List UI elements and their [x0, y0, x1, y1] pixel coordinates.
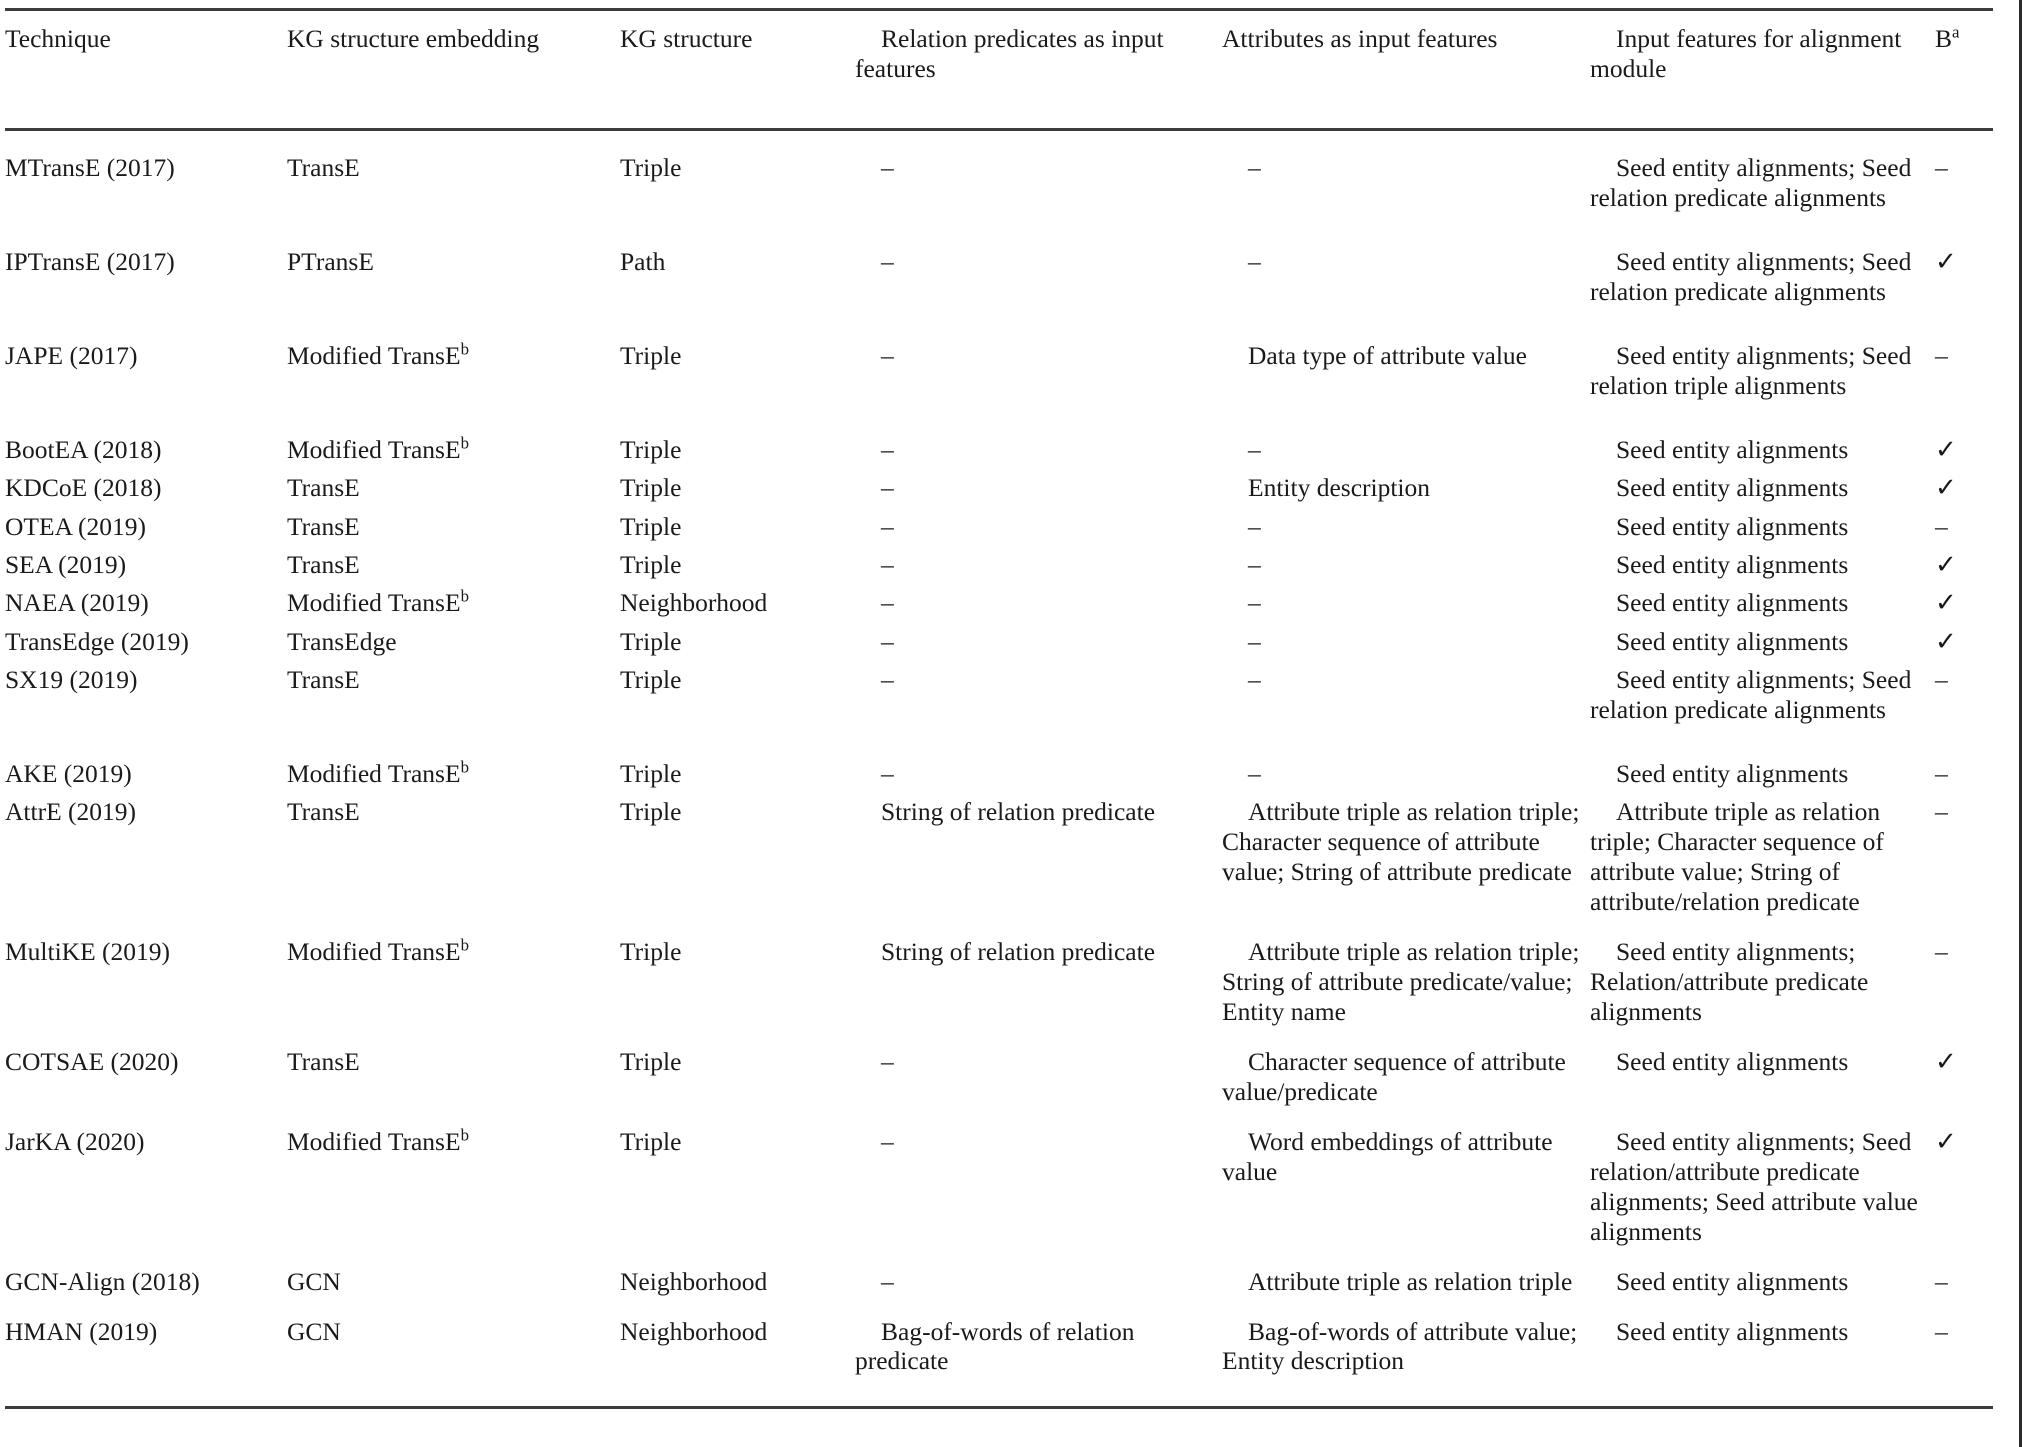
- cell-technique: HMAN (2019): [5, 1317, 287, 1408]
- cell-technique: NAEA (2019): [5, 588, 149, 618]
- cell-bootstrapping-flag: [1935, 512, 1993, 550]
- cell-relation-predicates: [855, 1317, 1222, 1408]
- cell-attributes: [1222, 937, 1590, 1047]
- cell-relation-predicates: [855, 247, 1222, 341]
- cell-kg-structure-embedding: [287, 1127, 620, 1267]
- cell-alignment-input-features-text: Seed entity alignments: [1616, 1046, 1849, 1076]
- cell-kg-structure-embedding: [287, 627, 620, 666]
- cell-technique: JarKA (2020): [5, 1126, 145, 1156]
- cell-alignment-input-features-text: Seed entity alignments; Seed relation predicate alignments: [1590, 246, 1912, 306]
- cell-kg-structure-embedding-text: GCN: [287, 1316, 341, 1346]
- cell-relation-predicates-text: –: [881, 588, 894, 618]
- cell-bootstrapping-flag: [1935, 550, 1993, 589]
- cell-technique: OTEA (2019): [5, 511, 146, 541]
- cell-kg-structure-embedding-text: TransE: [287, 1046, 360, 1076]
- cell-attributes-text: –: [1248, 434, 1261, 464]
- cell-kg-structure-embedding: [287, 797, 620, 937]
- cell-alignment-input-features: [1590, 1047, 1935, 1127]
- cell-attributes-text: –: [1248, 759, 1261, 789]
- cell-bootstrapping-flag: [1935, 247, 1993, 341]
- cell-alignment-input-features-text: Seed entity alignments: [1616, 759, 1849, 789]
- cell-alignment-input-features-text: Seed entity alignments: [1616, 588, 1849, 618]
- cell-attributes-text: Character sequence of attribute value/predicate: [1222, 1046, 1566, 1106]
- cell-attributes: [1222, 473, 1590, 512]
- cell-relation-predicates: [855, 627, 1222, 666]
- table-body: [5, 129, 1993, 1408]
- cell-kg-structure: Triple: [620, 340, 682, 370]
- column-header-bootstrapping-label: B: [1935, 24, 1953, 53]
- cell-technique: SX19 (2019): [5, 665, 138, 695]
- cell-kg-structure-embedding-text: TransEdge: [287, 626, 397, 656]
- cell-kg-structure: Neighborhood: [620, 588, 768, 618]
- cell-bootstrapping-flag: [1935, 341, 1993, 435]
- cell-relation-predicates: [855, 797, 1222, 937]
- cell-relation-predicates: [855, 1047, 1222, 1127]
- cell-relation-predicates: [855, 550, 1222, 589]
- cell-alignment-input-features: [1590, 797, 1935, 937]
- dash-icon: –: [1935, 797, 1948, 827]
- table-row: [5, 665, 1993, 759]
- cell-alignment-input-features-text: Seed entity alignments: [1616, 434, 1849, 464]
- check-icon: ✓: [1935, 246, 1957, 276]
- table-header: [5, 10, 1993, 130]
- table-row: [5, 1047, 1993, 1127]
- scan-edge-line: [2019, 0, 2022, 1447]
- cell-attributes: [1222, 1317, 1590, 1408]
- cell-kg-structure-embedding: [287, 512, 620, 550]
- cell-kg-structure: Triple: [620, 1126, 682, 1156]
- cell-attributes-text: Word embeddings of attribute value: [1222, 1126, 1553, 1186]
- table-row: [5, 1267, 1993, 1317]
- cell-alignment-input-features: [1590, 247, 1935, 341]
- table-row: [5, 937, 1993, 1047]
- cell-bootstrapping-flag: [1935, 1047, 1993, 1127]
- cell-kg-structure-embedding-text: GCN: [287, 1266, 341, 1296]
- cell-kg-structure-embedding-text: PTransE: [287, 246, 374, 276]
- cell-alignment-input-features: [1590, 627, 1935, 666]
- cell-kg-structure: Triple: [620, 1046, 682, 1076]
- cell-alignment-input-features-text: Seed entity alignments; Relation/attribute predicate alignments: [1590, 936, 1869, 1026]
- column-header-relation-predicates: [855, 10, 1222, 130]
- table-row: [5, 1127, 1993, 1267]
- column-header-kg-structure-embedding-label: KG structure embedding: [287, 24, 540, 53]
- table-row: [5, 341, 1993, 435]
- table-row: [5, 473, 1993, 512]
- cell-alignment-input-features: [1590, 129, 1935, 246]
- cell-attributes-text: Entity description: [1248, 473, 1431, 503]
- cell-alignment-input-features: [1590, 1127, 1935, 1267]
- cell-bootstrapping-flag: [1935, 1317, 1993, 1408]
- table-row: [5, 759, 1993, 797]
- cell-relation-predicates: [855, 759, 1222, 797]
- cell-relation-predicates: [855, 341, 1222, 435]
- cell-attributes: [1222, 247, 1590, 341]
- cell-relation-predicates-text: –: [881, 665, 894, 695]
- cell-relation-predicates-text: –: [881, 152, 894, 182]
- cell-attributes: [1222, 512, 1590, 550]
- cell-bootstrapping-flag: [1935, 797, 1993, 937]
- cell-bootstrapping-flag: [1935, 1127, 1993, 1267]
- column-header-relation-predicates-label: Relation predicates as input features: [855, 24, 1164, 83]
- cell-kg-structure-embedding: [287, 759, 620, 797]
- footnote-marker-a: a: [1952, 22, 1960, 42]
- cell-relation-predicates-text: –: [881, 511, 894, 541]
- table-row: [5, 247, 1993, 341]
- cell-attributes-text: –: [1248, 665, 1261, 695]
- footnote-marker-b: b: [460, 935, 469, 955]
- cell-kg-structure-embedding: [287, 473, 620, 512]
- cell-alignment-input-features-text: Seed entity alignments: [1616, 473, 1849, 503]
- cell-kg-structure: Neighborhood: [620, 1317, 855, 1408]
- cell-attributes-text: –: [1248, 152, 1261, 182]
- cell-relation-predicates-text: –: [881, 1266, 894, 1296]
- column-header-kg-structure-embedding: [287, 10, 620, 130]
- cell-attributes: [1222, 435, 1590, 474]
- cell-attributes: [1222, 1267, 1590, 1317]
- cell-bootstrapping-flag: [1935, 1267, 1993, 1317]
- cell-relation-predicates: [855, 937, 1222, 1047]
- cell-attributes: [1222, 1127, 1590, 1267]
- cell-attributes: [1222, 1047, 1590, 1127]
- cell-kg-structure-embedding-text: Modified TransE: [287, 434, 461, 464]
- column-header-alignment-input-features: [1590, 10, 1935, 130]
- cell-kg-structure-embedding-text: TransE: [287, 511, 360, 541]
- column-header-kg-structure: [620, 10, 855, 130]
- cell-relation-predicates: [855, 665, 1222, 759]
- cell-relation-predicates-text: –: [881, 340, 894, 370]
- cell-relation-predicates: [855, 129, 1222, 246]
- cell-attributes-text: –: [1248, 588, 1261, 618]
- cell-technique: MultiKE (2019): [5, 936, 171, 966]
- cell-kg-structure-embedding-text: Modified TransE: [287, 936, 461, 966]
- cell-kg-structure-embedding: [287, 550, 620, 589]
- dash-icon: –: [1935, 759, 1948, 789]
- cell-bootstrapping-flag: [1935, 588, 1993, 627]
- cell-technique: JAPE (2017): [5, 340, 138, 370]
- cell-relation-predicates-text: –: [881, 246, 894, 276]
- cell-attributes: [1222, 550, 1590, 589]
- cell-alignment-input-features: [1590, 550, 1935, 589]
- column-header-bootstrapping: [1935, 10, 1993, 130]
- cell-alignment-input-features-text: Seed entity alignments: [1616, 511, 1849, 541]
- cell-attributes-text: –: [1248, 246, 1261, 276]
- cell-attributes-text: Data type of attribute value: [1248, 340, 1527, 370]
- dash-icon: –: [1935, 511, 1948, 541]
- cell-alignment-input-features: [1590, 759, 1935, 797]
- cell-attributes: [1222, 665, 1590, 759]
- cell-kg-structure-embedding-text: TransE: [287, 797, 360, 827]
- cell-kg-structure-embedding: [287, 247, 620, 341]
- cell-bootstrapping-flag: [1935, 627, 1993, 666]
- cell-kg-structure-embedding-text: TransE: [287, 549, 360, 579]
- cell-kg-structure: Path: [620, 246, 666, 276]
- cell-kg-structure: Triple: [620, 665, 682, 695]
- column-header-alignment-input-features-label: Input features for alignment module: [1590, 24, 1902, 83]
- table-row: [5, 1317, 1993, 1408]
- cell-attributes-text: –: [1248, 626, 1261, 656]
- cell-kg-structure-embedding: [287, 1267, 620, 1317]
- cell-alignment-input-features-text: Seed entity alignments: [1616, 1316, 1849, 1346]
- cell-relation-predicates: [855, 512, 1222, 550]
- cell-kg-structure: Triple: [620, 936, 682, 966]
- cell-kg-structure-embedding-text: Modified TransE: [287, 1126, 461, 1156]
- cell-kg-structure-embedding: [287, 129, 620, 246]
- cell-bootstrapping-flag: [1935, 937, 1993, 1047]
- cell-kg-structure-embedding-text: TransE: [287, 665, 360, 695]
- cell-alignment-input-features-text: Seed entity alignments: [1616, 626, 1849, 656]
- cell-technique: BootEA (2018): [5, 434, 162, 464]
- cell-kg-structure: Neighborhood: [620, 1266, 768, 1296]
- cell-bootstrapping-flag: [1935, 473, 1993, 512]
- cell-alignment-input-features-text: Attribute triple as relation triple; Character sequence of attribute value; String of attribute/relation predicate: [1590, 797, 1884, 917]
- cell-kg-structure: Triple: [620, 511, 682, 541]
- cell-kg-structure: Triple: [620, 797, 682, 827]
- footnote-marker-b: b: [460, 433, 469, 453]
- footnote-marker-b: b: [460, 586, 469, 606]
- footnote-marker-b: b: [460, 1125, 469, 1145]
- cell-kg-structure-embedding-text: TransE: [287, 473, 360, 503]
- dash-icon: –: [1935, 665, 1948, 695]
- column-header-technique: [5, 10, 287, 130]
- cell-kg-structure-embedding: [287, 341, 620, 435]
- table-row: [5, 435, 1993, 474]
- cell-relation-predicates: [855, 588, 1222, 627]
- cell-kg-structure: Triple: [620, 626, 682, 656]
- table-row: [5, 129, 1993, 246]
- cell-attributes: [1222, 759, 1590, 797]
- column-header-attributes: [1222, 10, 1590, 130]
- cell-alignment-input-features-text: Seed entity alignments; Seed relation triple alignments: [1590, 340, 1912, 400]
- table-header-row: [5, 10, 1993, 130]
- cell-alignment-input-features: [1590, 588, 1935, 627]
- cell-relation-predicates-text: String of relation predicate: [881, 936, 1156, 966]
- cell-kg-structure-embedding-text: Modified TransE: [287, 759, 461, 789]
- cell-kg-structure-embedding: [287, 937, 620, 1047]
- cell-relation-predicates: [855, 435, 1222, 474]
- cell-alignment-input-features: [1590, 937, 1935, 1047]
- cell-kg-structure-embedding-text: Modified TransE: [287, 340, 461, 370]
- check-icon: ✓: [1935, 1046, 1957, 1076]
- cell-attributes: [1222, 129, 1590, 246]
- cell-technique: KDCoE (2018): [5, 473, 162, 503]
- dash-icon: –: [1935, 1266, 1948, 1296]
- cell-bootstrapping-flag: [1935, 759, 1993, 797]
- cell-bootstrapping-flag: [1935, 435, 1993, 474]
- cell-technique: GCN-Align (2018): [5, 1266, 200, 1296]
- cell-bootstrapping-flag: [1935, 665, 1993, 759]
- footnote-marker-b: b: [460, 339, 469, 359]
- dash-icon: –: [1935, 936, 1948, 966]
- cell-alignment-input-features-text: Seed entity alignments; Seed relation predicate alignments: [1590, 665, 1912, 725]
- cell-attributes-text: Attribute triple as relation triple; String of attribute predicate/value; Entity name: [1222, 936, 1580, 1026]
- cell-relation-predicates-text: –: [881, 1126, 894, 1156]
- cell-kg-structure-embedding: [287, 665, 620, 759]
- cell-relation-predicates-text: –: [881, 473, 894, 503]
- cell-relation-predicates: [855, 1127, 1222, 1267]
- table-row: [5, 588, 1993, 627]
- cell-attributes-text: Bag-of-words of attribute value; Entity description: [1222, 1316, 1578, 1376]
- column-header-technique-label: Technique: [5, 24, 111, 53]
- cell-kg-structure: Triple: [620, 549, 682, 579]
- cell-alignment-input-features-text: Seed entity alignments; Seed relation predicate alignments: [1590, 152, 1912, 212]
- cell-technique: MTransE (2017): [5, 152, 175, 182]
- check-icon: ✓: [1935, 434, 1957, 464]
- table-row: [5, 550, 1993, 589]
- cell-relation-predicates-text: –: [881, 549, 894, 579]
- cell-alignment-input-features: [1590, 435, 1935, 474]
- check-icon: ✓: [1935, 549, 1957, 579]
- cell-kg-structure-embedding: [287, 435, 620, 474]
- check-icon: ✓: [1935, 1126, 1957, 1156]
- cell-relation-predicates-text: Bag-of-words of relation predicate: [855, 1316, 1135, 1376]
- cell-attributes: [1222, 797, 1590, 937]
- cell-relation-predicates: [855, 1267, 1222, 1317]
- footnote-marker-b: b: [460, 757, 469, 777]
- cell-bootstrapping-flag: [1935, 129, 1993, 246]
- cell-kg-structure: Triple: [620, 759, 682, 789]
- cell-relation-predicates-text: –: [881, 759, 894, 789]
- cell-relation-predicates: [855, 473, 1222, 512]
- cell-kg-structure-embedding: [287, 1047, 620, 1127]
- column-header-kg-structure-label: KG structure: [620, 24, 753, 53]
- dash-icon: –: [1935, 1316, 1948, 1346]
- cell-technique: SEA (2019): [5, 549, 127, 579]
- cell-attributes-text: Attribute triple as relation triple: [1248, 1266, 1573, 1296]
- column-header-attributes-label: Attributes as input features: [1222, 24, 1498, 53]
- cell-attributes: [1222, 341, 1590, 435]
- cell-alignment-input-features: [1590, 341, 1935, 435]
- cell-alignment-input-features-text: Seed entity alignments: [1616, 549, 1849, 579]
- cell-technique: COTSAE (2020): [5, 1046, 179, 1076]
- table-row: [5, 627, 1993, 666]
- cell-kg-structure: Triple: [620, 473, 682, 503]
- technique-comparison-table: [5, 8, 1993, 1409]
- check-icon: ✓: [1935, 588, 1957, 618]
- table-row: [5, 512, 1993, 550]
- cell-alignment-input-features: [1590, 473, 1935, 512]
- dash-icon: –: [1935, 152, 1948, 182]
- cell-kg-structure-embedding-text: Modified TransE: [287, 588, 461, 618]
- cell-relation-predicates-text: –: [881, 434, 894, 464]
- table-row: [5, 797, 1993, 937]
- cell-attributes-text: –: [1248, 549, 1261, 579]
- cell-relation-predicates-text: –: [881, 626, 894, 656]
- cell-alignment-input-features-text: Seed entity alignments: [1616, 1266, 1849, 1296]
- cell-alignment-input-features: [1590, 665, 1935, 759]
- cell-technique: AKE (2019): [5, 759, 132, 789]
- check-icon: ✓: [1935, 626, 1957, 656]
- cell-kg-structure-embedding: [287, 1317, 620, 1408]
- cell-kg-structure-embedding-text: TransE: [287, 152, 360, 182]
- cell-technique: AttrE (2019): [5, 797, 137, 827]
- cell-attributes-text: Attribute triple as relation triple; Character sequence of attribute value; String of attribute predicate: [1222, 797, 1580, 887]
- check-icon: ✓: [1935, 473, 1957, 503]
- cell-kg-structure-embedding: [287, 588, 620, 627]
- cell-attributes: [1222, 588, 1590, 627]
- cell-alignment-input-features: [1590, 1267, 1935, 1317]
- cell-alignment-input-features: [1590, 1317, 1935, 1408]
- cell-kg-structure: Triple: [620, 434, 682, 464]
- cell-attributes-text: –: [1248, 511, 1261, 541]
- cell-technique: TransEdge (2019): [5, 626, 189, 656]
- cell-kg-structure: Triple: [620, 152, 682, 182]
- cell-relation-predicates-text: –: [881, 1046, 894, 1076]
- cell-relation-predicates-text: String of relation predicate: [881, 797, 1156, 827]
- cell-alignment-input-features-text: Seed entity alignments; Seed relation/attribute predicate alignments; Seed attribute value alignments: [1590, 1126, 1918, 1246]
- cell-alignment-input-features: [1590, 512, 1935, 550]
- cell-attributes: [1222, 627, 1590, 666]
- dash-icon: –: [1935, 340, 1948, 370]
- cell-technique: IPTransE (2017): [5, 246, 175, 276]
